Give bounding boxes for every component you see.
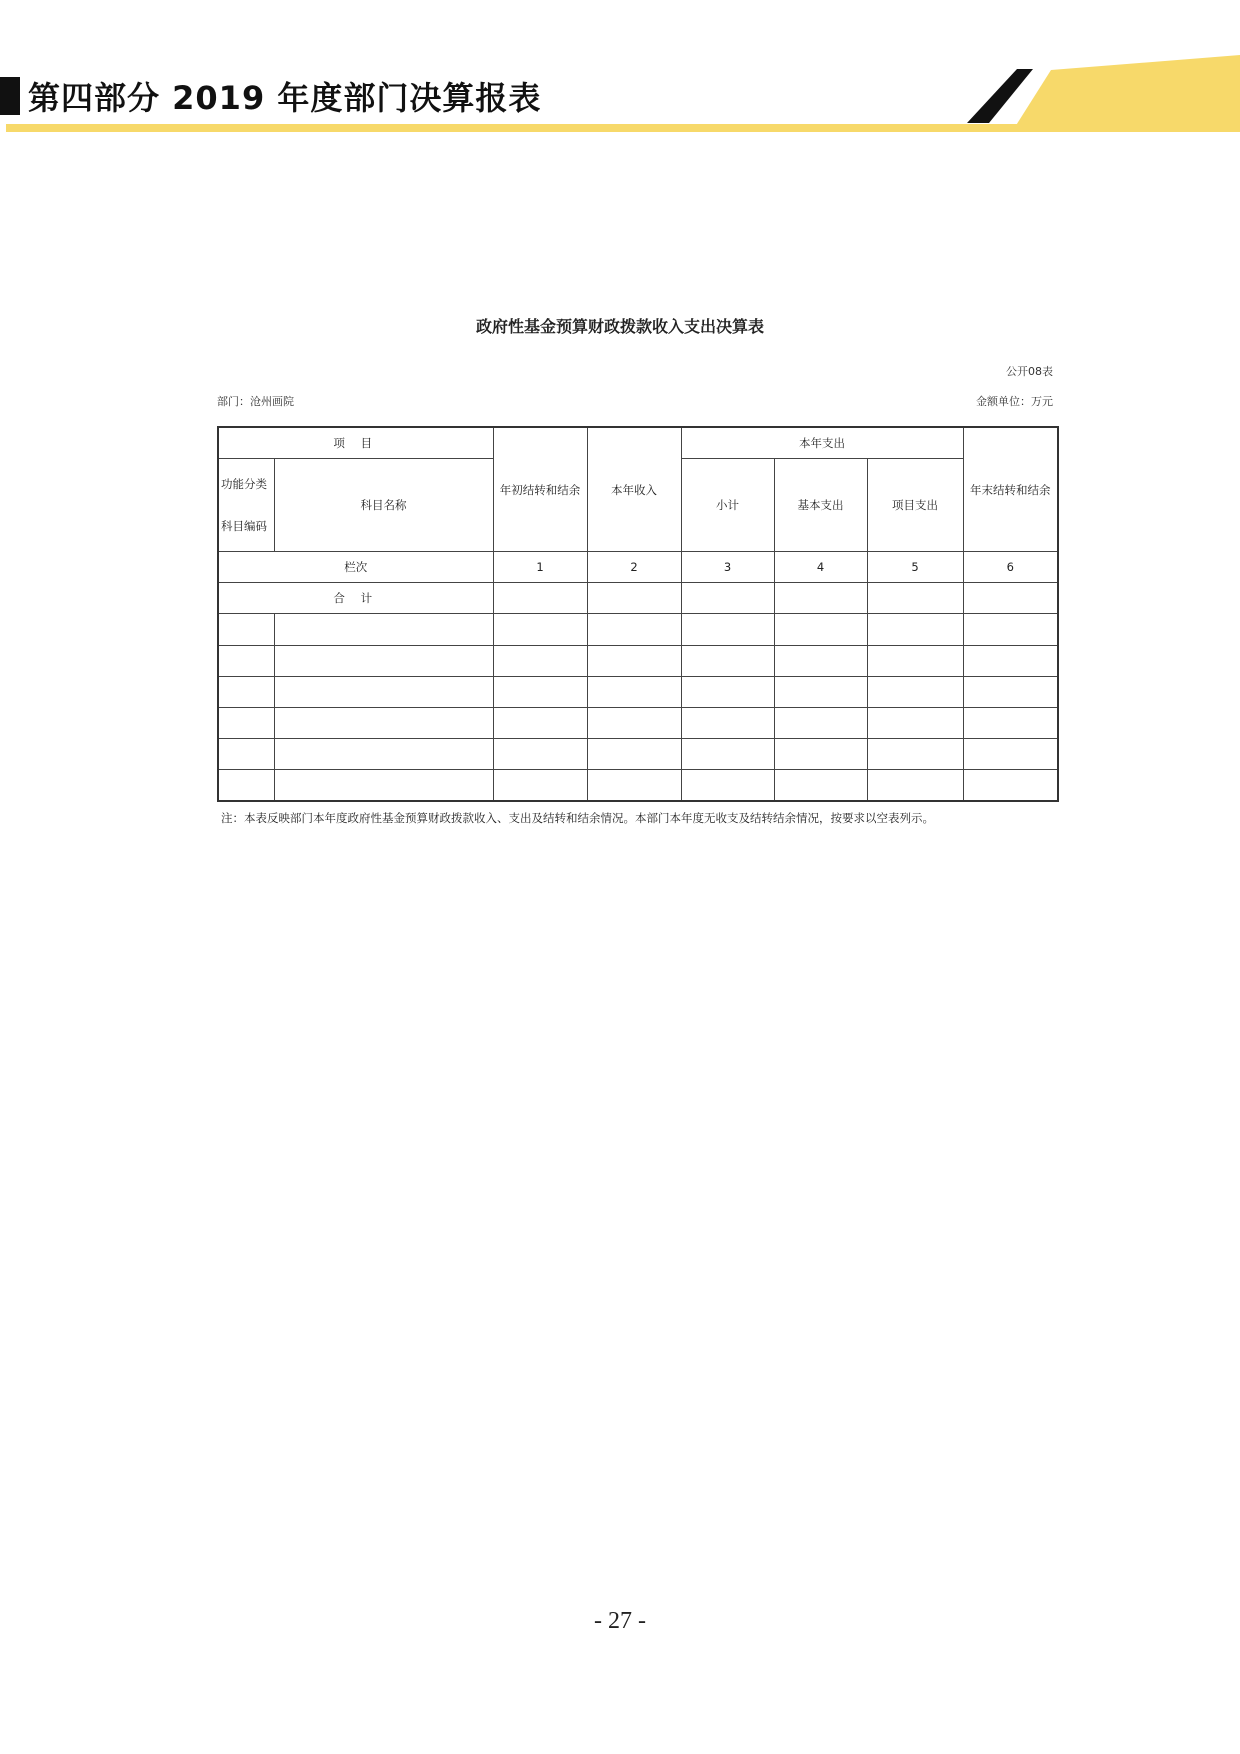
item-header-text: 项 目	[333, 436, 379, 451]
name-cell	[274, 645, 493, 676]
code-cell	[218, 769, 274, 801]
value-cell	[681, 676, 774, 707]
value-cell	[587, 738, 681, 769]
code-cell	[218, 614, 274, 645]
fund-budget-table	[217, 426, 1059, 802]
column-index-label: 栏次	[218, 552, 493, 583]
value-cell	[963, 614, 1058, 645]
column-index: 2	[587, 552, 681, 583]
value-cell	[867, 614, 963, 645]
form-number: 公开08表	[1006, 365, 1053, 378]
value-cell	[774, 707, 867, 738]
table-title: 政府性基金预算财政拨款收入支出决算表	[475, 317, 764, 336]
table-row	[218, 738, 1058, 769]
code-cell	[218, 676, 274, 707]
func-class-label: 功能分类	[221, 477, 267, 492]
table-row	[218, 707, 1058, 738]
value-cell	[867, 645, 963, 676]
func-class-code-header	[218, 459, 274, 552]
value-cell	[681, 707, 774, 738]
begin-balance-header: 年初结转和结余	[493, 427, 587, 552]
project-expense-header: 项目支出	[867, 459, 963, 552]
value-cell	[774, 738, 867, 769]
income-header: 本年收入	[587, 427, 681, 552]
value-cell	[587, 769, 681, 801]
column-index: 6	[963, 552, 1058, 583]
subject-name-header: 科目名称	[274, 459, 493, 552]
total-label-text: 合 计	[333, 591, 379, 606]
table-note: 注：本表反映部门本年度政府性基金预算财政拨款收入、支出及结转和结余情况。本部门本年度无收支及结转结余情况，按要求以空表列示。	[221, 811, 934, 825]
value-cell	[963, 738, 1058, 769]
total-cell	[963, 583, 1058, 614]
total-label	[218, 583, 493, 614]
total-cell	[587, 583, 681, 614]
column-index: 5	[867, 552, 963, 583]
value-cell	[963, 769, 1058, 801]
value-cell	[963, 707, 1058, 738]
total-row	[218, 583, 1058, 614]
item-header	[218, 427, 493, 459]
value-cell	[774, 614, 867, 645]
value-cell	[867, 738, 963, 769]
value-cell	[493, 707, 587, 738]
header-yellow-shape	[1015, 55, 1240, 127]
code-cell	[218, 738, 274, 769]
code-cell	[218, 707, 274, 738]
value-cell	[681, 614, 774, 645]
column-index-row	[218, 552, 1058, 583]
value-cell	[963, 676, 1058, 707]
table-row	[218, 769, 1058, 801]
value-cell	[681, 645, 774, 676]
section-title: 第四部分 2019 年度部门决算报表	[28, 79, 542, 117]
value-cell	[681, 738, 774, 769]
value-cell	[493, 676, 587, 707]
end-balance-header: 年末结转和结余	[963, 427, 1058, 552]
name-cell	[274, 676, 493, 707]
name-cell	[274, 614, 493, 645]
value-cell	[493, 614, 587, 645]
value-cell	[587, 707, 681, 738]
value-cell	[493, 738, 587, 769]
name-cell	[274, 769, 493, 801]
value-cell	[774, 645, 867, 676]
table-row	[218, 676, 1058, 707]
page-number: - 27 -	[594, 1608, 646, 1634]
total-cell	[774, 583, 867, 614]
name-cell	[274, 738, 493, 769]
value-cell	[587, 614, 681, 645]
value-cell	[963, 645, 1058, 676]
total-cell	[681, 583, 774, 614]
table-row	[218, 645, 1058, 676]
subject-code-label: 科目编码	[221, 519, 267, 534]
value-cell	[867, 707, 963, 738]
total-cell	[867, 583, 963, 614]
subtotal-header: 小计	[681, 459, 774, 552]
expense-group-header: 本年支出	[681, 427, 963, 459]
header-row-1	[218, 427, 1058, 459]
unit-label: 金额单位：万元	[976, 395, 1053, 408]
value-cell	[587, 645, 681, 676]
code-cell	[218, 645, 274, 676]
header-black-square	[0, 77, 20, 115]
value-cell	[587, 676, 681, 707]
value-cell	[867, 769, 963, 801]
department-label: 部门：沧州画院	[217, 395, 294, 408]
column-index: 4	[774, 552, 867, 583]
value-cell	[867, 676, 963, 707]
value-cell	[681, 769, 774, 801]
value-cell	[493, 769, 587, 801]
table-row	[218, 614, 1058, 645]
value-cell	[493, 645, 587, 676]
name-cell	[274, 707, 493, 738]
column-index: 3	[681, 552, 774, 583]
header-decoration	[955, 55, 1240, 127]
value-cell	[774, 769, 867, 801]
total-cell	[493, 583, 587, 614]
value-cell	[774, 676, 867, 707]
column-index: 1	[493, 552, 587, 583]
basic-expense-header: 基本支出	[774, 459, 867, 552]
